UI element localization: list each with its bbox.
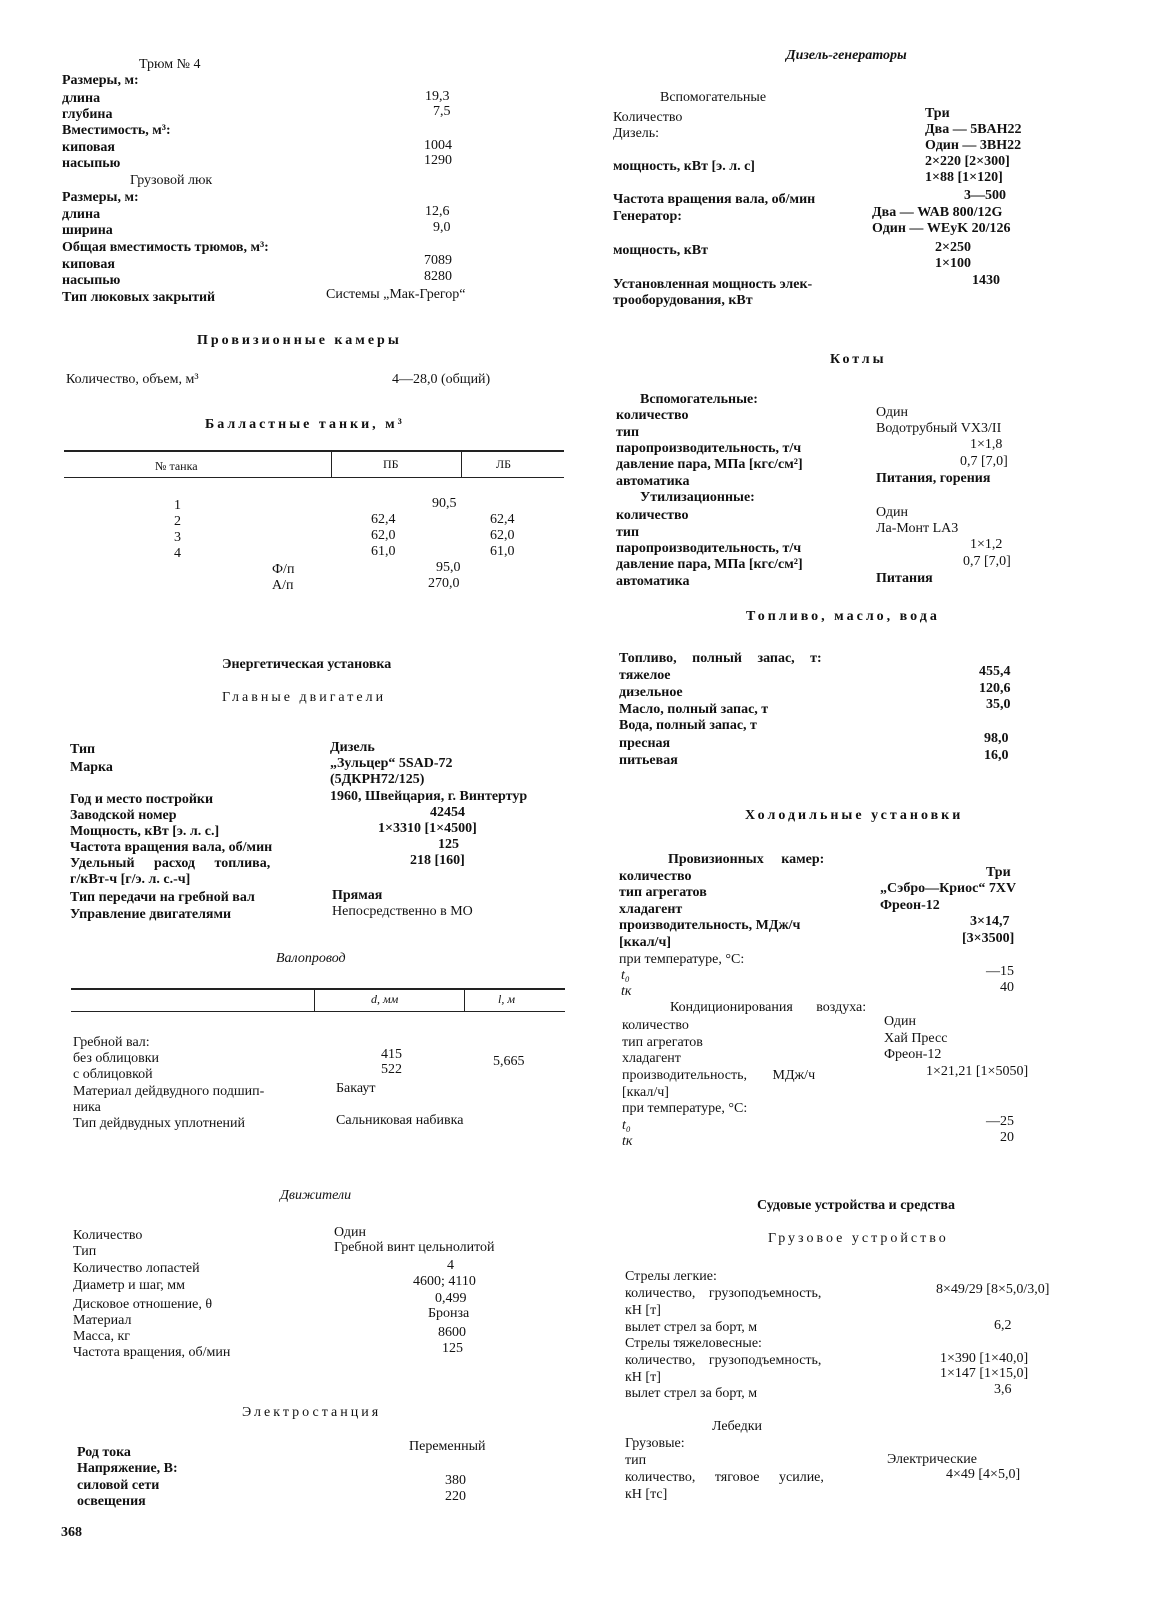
covers-label: Тип люковых закрытий [62,290,216,305]
ballast-ap-value: 270,0 [428,576,460,591]
refrigeration-title: Холодильные установки [745,808,964,823]
shaft-uncoated-d: 415 [381,1047,402,1062]
shaft-title: Валопровод [276,951,346,966]
total-bale-label: киповая [62,257,115,272]
boiler-util-auto-label: автоматика [616,574,690,589]
total-grain-value: 8280 [424,269,452,284]
boiler-aux-count-value: Один [876,405,909,420]
boiler-util-auto-value: Питания [876,571,933,586]
hatch-length-label: длина [62,207,101,222]
boilers-util-title: Утилизационные: [640,490,755,505]
dg-diesel-value: Два — 5BAH22 [925,122,1022,137]
refr-ac-title: Кондиционирования воздуха: [670,1000,867,1015]
me-consumption-label: Удельный расход топлива, [70,856,271,871]
refr-prov-type-value: „Сэбро—Криос“ 7XV [880,881,1017,896]
refr-ac-capacity-value: 1×21,21 [1×5050] [926,1064,1029,1079]
me-control-value: Непосредственно в МО [332,904,473,919]
ballast-header-lb: ЛБ [496,457,512,471]
boiler-util-steam-label: паропроизводительность, т/ч [616,541,802,556]
prop-count-value: Один [334,1225,367,1240]
shaft-bearing-label: Материал дейдвудного подшип- [73,1084,265,1099]
ballast-fp-label: Ф/п [272,562,295,577]
boiler-util-pressure-value: 0,7 [7,0] [963,554,1011,569]
prop-type-value: Гребной винт цельнолитой [334,1240,495,1255]
boilers-aux-title: Вспомогательные: [640,392,758,407]
prop-material-label: Материал [73,1313,132,1328]
cargo-light-outreach-label: вылет стрел за борт, м [625,1320,758,1335]
prop-type-label: Тип [73,1244,97,1259]
winch-cargo-label: Грузовые: [625,1436,685,1451]
hold-capacity-label: Вместимость, м³: [62,123,171,138]
fuel-diesel-value: 120,6 [979,681,1011,696]
ps-voltage-label: Напряжение, В: [77,1461,178,1476]
fuel-heavy-label: тяжелое [619,668,671,683]
covers-value: Системы „Мак-Грегор“ [326,287,466,302]
dg-rpm-value: 3—500 [964,188,1006,203]
ballast-row-2-pb: 62,4 [371,512,396,527]
refr-prov-title: Провизионных камер: [668,852,825,867]
me-type-value: Дизель [330,740,375,755]
shaft-seal-label: Тип дейдвудных уплотнений [73,1116,246,1131]
me-rpm-label: Частота вращения вала, об/мин [70,840,273,855]
fuel-diesel-label: дизельное [619,685,683,700]
boiler-util-type-value: Ла-Монт LA3 [876,521,959,536]
boiler-util-steam-value: 1×1,2 [970,537,1003,552]
cargo-heavy-unit-label: кН [т] [625,1370,661,1385]
ballast-header-tank: № танка [155,459,198,473]
refr-prov-refrigerant-value: Фреон-12 [880,898,940,913]
cargo-light-unit-label: кН [т] [625,1303,661,1318]
hatch-title: Грузовой люк [130,173,213,188]
me-serial-label: Заводской номер [70,808,177,823]
fuel-drinking-value: 16,0 [984,748,1009,763]
me-rpm-value: 125 [438,837,459,852]
boiler-aux-type-label: тип [616,425,640,440]
refr-prov-kcal-value: [3×3500] [962,931,1015,946]
dg-gen-power-value: 2×250 [935,240,971,255]
refr-prov-kcal-label: [ккал/ч] [619,935,672,950]
refr-ac-refrigerant-value: Фреон-12 [884,1047,942,1062]
shaft-propshaft-label: Гребной вал: [73,1035,150,1050]
ballast-row-4-pb: 61,0 [371,544,396,559]
fuel-title: Топливо, масло, вода [746,609,940,624]
refr-ac-kcal-label: [ккал/ч] [622,1085,669,1100]
power-station-title: Электростанция [242,1405,382,1420]
prop-mass-label: Масса, кг [73,1329,131,1344]
ballast-header-pb: ПБ [383,457,399,471]
provision-title: Провизионные камеры [197,333,402,348]
winch-count-label: количество, тяговое усилие, [625,1470,824,1485]
diesel-gen-title: Дизель-генераторы [786,48,907,63]
winch-type-label: тип [625,1453,647,1468]
fuel-fresh-label: пресная [619,736,671,751]
fuel-fresh-value: 98,0 [984,731,1009,746]
refr-ac-tk-label: tк [622,1134,633,1149]
ps-power-net-label: силовой сети [77,1478,160,1493]
ballast-ap-label: А/п [272,578,294,593]
dg-count-label: Количество [613,110,683,125]
fuel-water-label: Вода, полный запас, т [619,718,757,733]
hold-depth-label: глубина [62,107,113,122]
ballast-row-4-n: 4 [174,546,181,561]
refr-prov-capacity-value: 3×14,7 [970,914,1010,929]
total-bale-value: 7089 [424,253,452,268]
winch-type-value: Электрические [887,1452,977,1467]
fuel-heavy-value: 455,4 [979,664,1011,679]
prop-diameter-label: Диаметр и шаг, мм [73,1278,185,1293]
me-brand-value-2: (5ДКРН72/125) [330,772,425,787]
hatch-width-label: ширина [62,223,113,238]
refr-ac-capacity-label: производительность, МДж/ч [622,1068,816,1083]
ps-current-value: Переменный [409,1439,486,1454]
ps-lighting-label: освещения [77,1494,146,1509]
prop-rpm-label: Частота вращения, об/мин [73,1345,231,1360]
ballast-row-1-n: 1 [174,498,181,513]
boiler-util-pressure-label: давление пара, МПа [кгс/см²] [616,557,803,572]
cargo-title: Грузовое устройство [768,1231,949,1246]
cargo-light-booms-label: Стрелы легкие: [625,1269,717,1284]
me-transmission-label: Тип передачи на гребной вал [70,890,255,905]
refr-ac-type-value: Хай Пресс [884,1031,948,1046]
boiler-aux-pressure-label: давление пара, МПа [кгс/см²] [616,457,803,472]
cargo-light-capacity-value: 8×49/29 [8×5,0/3,0] [936,1282,1050,1297]
dg-gen-power-value-2: 1×100 [935,256,971,271]
refr-ac-t0-value: —25 [986,1114,1014,1129]
shaft-seal-value: Сальниковая набивка [336,1113,464,1128]
ballast-row-3-n: 3 [174,530,181,545]
boiler-aux-steam-value: 1×1,8 [970,437,1003,452]
hold-title: Трюм № 4 [139,57,201,72]
refr-prov-count-label: количество [619,869,692,884]
ship-devices-title: Судовые устройства и средства [757,1198,955,1213]
shaft-table-top-rule [71,988,565,990]
refr-prov-count-value: Три [986,865,1011,880]
ballast-row-2-lb: 62,4 [490,512,515,527]
hatch-length-value: 12,6 [425,204,450,219]
shaft-bearing-value: Бакаут [336,1081,376,1096]
hatch-dims-label: Размеры, м: [62,190,139,205]
boiler-aux-steam-label: паропроизводительность, т/ч [616,441,802,456]
dg-generator-value-2: Один — WEyK 20/126 [872,221,1011,236]
fuel-total-label: Топливо, полный запас, т: [619,651,822,666]
shaft-table-header-rule [71,1011,565,1012]
me-brand-label: Марка [70,760,113,775]
hold-length-value: 19,3 [425,89,450,104]
prop-blades-label: Количество лопастей [73,1261,200,1276]
me-power-value: 1×3310 [1×4500] [378,821,477,836]
boiler-aux-type-value: Водотрубный VX3/II [876,421,1002,436]
dg-diesel-value-2: Один — 3BH22 [925,138,1022,153]
cargo-heavy-capacity-value: 1×390 [1×40,0] [940,1351,1029,1366]
shaft-bearing-label-2: ника [73,1100,101,1115]
refr-ac-type-label: тип агрегатов [622,1035,703,1050]
cargo-heavy-capacity-label: количество, грузоподъемность, [625,1353,822,1368]
me-year-label: Год и место постройки [70,792,214,807]
hold-depth-value: 7,5 [433,104,451,119]
refr-prov-t0-label: t₀ [621,968,630,983]
boiler-util-type-label: тип [616,525,640,540]
boiler-util-count-label: количество [616,508,689,523]
shaft-header-d: d, мм [371,992,399,1006]
dg-count-value: Три [925,106,950,121]
total-capacity-label: Общая вместимость трюмов, м³: [62,240,269,255]
winch-count-value: 4×49 [4×5,0] [946,1467,1021,1482]
ps-current-label: Род тока [77,1445,131,1460]
refr-prov-refrigerant-label: хладагент [619,902,683,917]
cargo-light-capacity-label: количество, грузоподъемность, [625,1286,822,1301]
ballast-row-4-lb: 61,0 [490,544,515,559]
refr-ac-refrigerant-label: хладагент [622,1051,681,1066]
refr-prov-t0-value: —15 [986,964,1014,979]
ballast-row-3-lb: 62,0 [490,528,515,543]
main-engines-title: Главные двигатели [222,690,387,705]
dg-generator-value: Два — WAB 800/12G [872,205,1003,220]
provision-value: 4—28,0 (общий) [392,372,491,387]
prop-material-value: Бронза [428,1306,470,1321]
ballast-table-header-rule [64,477,564,478]
ballast-fp-value: 95,0 [436,560,461,575]
boiler-aux-pressure-value: 0,7 [7,0] [960,454,1008,469]
boiler-util-count-value: Один [876,505,909,520]
me-brand-value: „Зульцер“ 5SAD-72 [330,756,453,771]
hold-dims-label: Размеры, м: [62,73,139,88]
me-consumption-value: 218 [160] [410,853,465,868]
hold-grain-label: насыпью [62,156,121,171]
refr-prov-capacity-label: производительность, МДж/ч [619,918,801,933]
cargo-heavy-outreach-label: вылет стрел за борт, м [625,1386,758,1401]
hold-grain-value: 1290 [424,153,452,168]
me-power-label: Мощность, кВт [э. л. с.] [70,824,220,839]
dg-installed-label: Установленная мощность элек- [613,277,813,292]
dg-diesel-label: Дизель: [613,126,660,141]
shaft-coated-d: 522 [381,1062,402,1077]
shaft-l-value: 5,665 [493,1054,525,1069]
me-year-value: 1960, Швейцария, г. Винтертур [330,789,528,804]
me-transmission-value: Прямая [332,888,383,903]
dg-installed-value: 1430 [972,273,1000,288]
me-control-label: Управление двигателями [70,907,232,922]
cargo-heavy-outreach-value: 3,6 [994,1382,1012,1397]
ps-power-net-value: 380 [445,1473,466,1488]
refr-ac-t0-label: t₀ [622,1118,631,1133]
cargo-heavy-capacity-value-2: 1×147 [1×15,0] [940,1366,1029,1381]
dg-power-value-2: 1×88 [1×120] [925,170,1003,185]
refr-ac-temp-label: при температуре, °С: [622,1101,748,1116]
prop-disc-value: 0,499 [435,1291,467,1306]
hold-bale-value: 1004 [424,138,452,153]
ballast-title: Балластные танки, м³ [205,417,405,432]
prop-rpm-value: 125 [442,1341,463,1356]
ballast-table-top-rule [64,450,564,452]
shaft-coated-label: с облицовкой [73,1067,153,1082]
fuel-drinking-label: питьевая [619,753,678,768]
ballast-row-2-n: 2 [174,514,181,529]
ballast-col-divider-2 [461,450,462,477]
hold-bale-label: киповая [62,140,115,155]
me-type-label: Тип [70,742,96,757]
prop-mass-value: 8600 [438,1325,466,1340]
power-plant-title: Энергетическая установка [222,657,392,672]
dg-power-label: мощность, кВт [э. л. с] [613,159,755,174]
dg-gen-power-label: мощность, кВт [613,243,709,258]
cargo-heavy-booms-label: Стрелы тяжеловесные: [625,1336,762,1351]
refr-prov-tk-value: 40 [1000,980,1014,995]
refr-ac-tk-value: 20 [1000,1130,1014,1145]
boilers-title: Котлы [830,352,887,367]
prop-count-label: Количество [73,1228,143,1243]
dg-power-value: 2×220 [2×300] [925,154,1010,169]
shaft-col-divider-2 [464,988,465,1011]
prop-blades-value: 4 [447,1258,454,1273]
propellers-title: Движители [280,1188,352,1203]
ballast-row-3-pb: 62,0 [371,528,396,543]
dg-rpm-label: Частота вращения вала, об/мин [613,192,816,207]
shaft-uncoated-label: без облицовки [73,1051,160,1066]
shaft-col-divider-1 [314,988,315,1011]
refr-prov-type-label: тип агрегатов [619,885,707,900]
fuel-oil-label: Масло, полный запас, т [619,702,769,717]
refr-prov-temp-label: при температуре, °С: [619,952,745,967]
ballast-col-divider-1 [331,450,332,477]
winches-title: Лебедки [712,1419,762,1434]
dg-installed-label-2: трооборудования, кВт [613,293,753,308]
winch-unit-label: кН [тс] [625,1487,668,1502]
provision-label: Количество, объем, м³ [66,372,199,387]
ps-lighting-value: 220 [445,1489,466,1504]
me-serial-value: 42454 [430,805,465,820]
prop-disc-label: Дисковое отношение, θ [73,1297,213,1312]
dg-generator-label: Генератор: [613,209,682,224]
ballast-row-1-center: 90,5 [432,496,457,511]
prop-diameter-value: 4600; 4110 [413,1274,476,1289]
hold-length-label: длина [62,91,101,106]
me-consumption-label-2: г/кВт-ч [г/э. л. с.-ч] [70,872,191,887]
hatch-width-value: 9,0 [433,220,451,235]
boiler-aux-auto-label: автоматика [616,474,690,489]
fuel-oil-value: 35,0 [986,697,1011,712]
page-number: 368 [61,1525,82,1540]
refr-ac-count-label: количество [622,1018,689,1033]
refr-prov-tk-label: tк [621,984,632,999]
boiler-aux-count-label: количество [616,408,689,423]
refr-ac-count-value: Один [884,1014,917,1029]
cargo-light-outreach-value: 6,2 [994,1318,1012,1333]
diesel-gen-subtitle: Вспомогательные [660,90,767,105]
shaft-header-l: l, м [498,992,515,1006]
total-grain-label: насыпью [62,273,121,288]
boiler-aux-auto-value: Питания, горения [876,471,991,486]
